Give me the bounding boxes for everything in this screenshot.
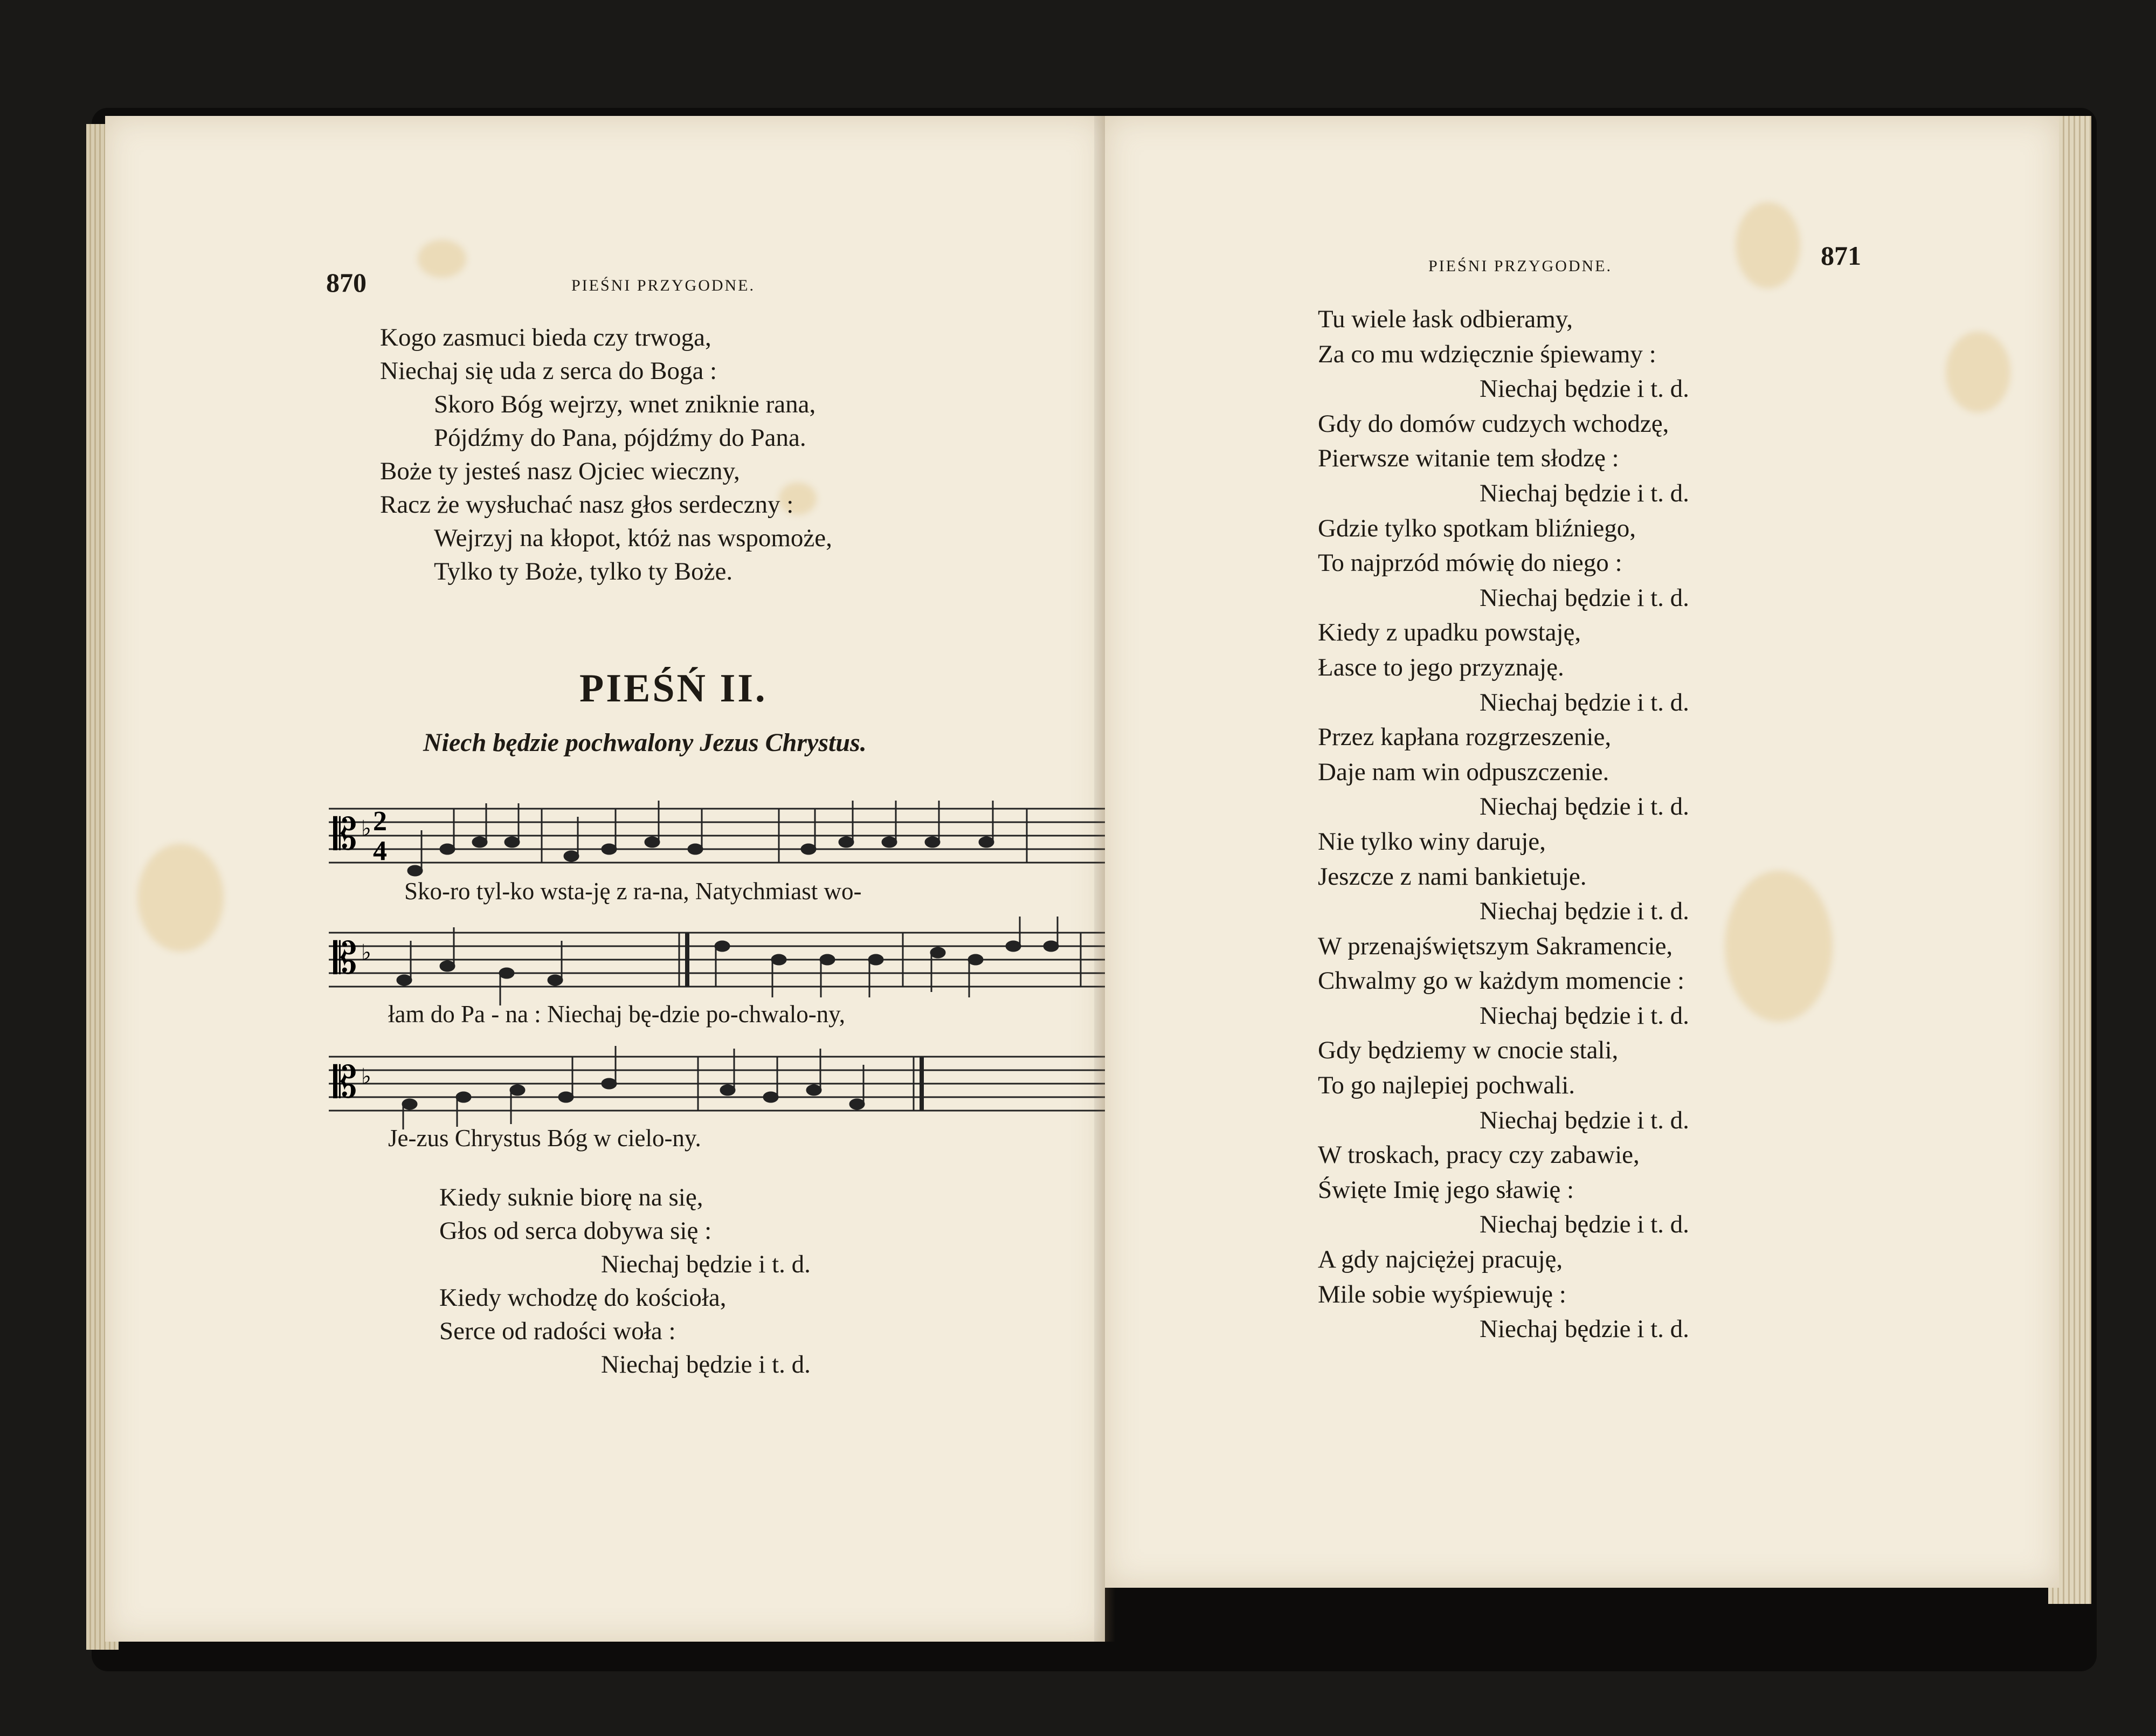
running-header: PIEŚNI PRZYGODNE. [571, 277, 756, 294]
verse-refrain: Niechaj będzie i t. d. [1480, 1106, 1689, 1134]
verse-line: W troskach, pracy czy zabawie, [1318, 1141, 1640, 1169]
right-page [1105, 116, 2059, 1588]
verse-refrain: Niechaj będzie i t. d. [1480, 583, 1689, 612]
paper-stain [137, 844, 224, 952]
verse-line: Tu wiele łask odbieramy, [1318, 305, 1573, 333]
verse-line: To go najlepiej pochwali. [1318, 1071, 1575, 1100]
verse-line: Kiedy suknie biorę na się, [439, 1183, 703, 1211]
music-staff-3 [329, 1041, 1127, 1132]
music-lyrics: łam do Pa - na : Niechaj bę-dzie po-chwalo-ny, [388, 1001, 846, 1028]
verse-line: Nie tylko winy daruje, [1318, 827, 1546, 856]
page-number: 871 [1821, 240, 1861, 271]
verse-line: Kiedy z upadku powstaję, [1318, 618, 1581, 647]
verse-refrain: Niechaj będzie i t. d. [1480, 1315, 1689, 1344]
music-staff-1 [329, 793, 1127, 884]
verse-line: Daje nam win odpuszczenie. [1318, 757, 1609, 786]
paper-stain [1736, 202, 1800, 288]
paper-stain [1725, 871, 1833, 1022]
svg-text:𝄡: 𝄡 [333, 1057, 357, 1107]
verse-line: A gdy najciężej pracuję, [1318, 1245, 1563, 1274]
verse-block [1318, 302, 1689, 1347]
verse-line: Gdzie tylko spotkam bliźniego, [1318, 514, 1636, 542]
clef-symbol: 𝄡 [333, 809, 357, 859]
verse-line: Za co mu wdzięcznie śpiewamy : [1318, 340, 1656, 368]
verse-line: To najprzód mówię do niego : [1318, 549, 1622, 577]
verse-line: Serce od radości woła : [439, 1317, 676, 1345]
verse-refrain: Niechaj będzie i t. d. [1480, 793, 1689, 821]
svg-text:♭: ♭ [361, 1064, 371, 1089]
verse-line: Gdy do domów cudzych wchodzę, [1318, 409, 1669, 438]
svg-text:♭: ♭ [361, 940, 371, 965]
verse-refrain: Niechaj będzie i t. d. [1480, 688, 1689, 717]
verse-refrain: Niechaj będzie i t. d. [601, 1351, 811, 1379]
verse-line: Przez kapłana rozgrzeszenie, [1318, 723, 1612, 752]
music-staff-2 [329, 917, 1127, 1008]
verse-line: Pójdźmy do Pana, pójdźmy do Pana. [434, 424, 806, 452]
song-title: PIEŚŃ II. [579, 666, 768, 711]
song-subtitle: Niech będzie pochwalony Jezus Chrystus. [423, 728, 867, 757]
verse-line: Święte Imię jego sławię : [1318, 1175, 1574, 1204]
verse-line: Chwalmy go w każdym momencie : [1318, 967, 1685, 995]
verse-line: Niechaj się uda z serca do Boga : [380, 357, 717, 385]
time-signature: 2 [373, 806, 387, 837]
running-header: PIEŚNI PRZYGODNE. [1428, 257, 1613, 275]
verse-line: Skoro Bóg wejrzy, wnet zniknie rana, [434, 390, 816, 418]
verse-line: Pierwsze witanie tem słodzę : [1318, 444, 1619, 473]
verse-refrain: Niechaj będzie i t. d. [1480, 1001, 1689, 1030]
verse-block-2 [439, 1181, 811, 1381]
verse-refrain: Niechaj będzie i t. d. [1480, 1210, 1689, 1239]
page-number: 870 [326, 267, 367, 298]
left-page [105, 116, 1105, 1642]
verse-line: Tylko ty Boże, tylko ty Boże. [434, 557, 733, 585]
music-lyrics: Je-zus Chrystus Bóg w cielo-ny. [388, 1125, 701, 1152]
verse-line: Boże ty jesteś nasz Ojciec wieczny, [380, 457, 740, 485]
verse-line: Kogo zasmuci bieda czy trwoga, [380, 323, 711, 352]
verse-line: Kiedy wchodzę do kościoła, [439, 1284, 727, 1312]
verse-line: Łasce to jego przyznaję. [1318, 653, 1564, 681]
verse-line: Mile sobie wyśpiewuję : [1318, 1280, 1566, 1308]
verse-line: Wejrzyj na kłopot, któż nas wspomoże, [434, 524, 832, 552]
music-lyrics: Sko-ro tyl-ko wsta-ję z ra-na, Natychmiast wo- [404, 878, 862, 905]
verse-refrain: Niechaj będzie i t. d. [1480, 479, 1689, 507]
paper-stain [418, 240, 466, 278]
verse-block [380, 321, 832, 588]
verse-refrain: Niechaj będzie i t. d. [601, 1250, 811, 1278]
verse-line: Racz że wysłuchać nasz głos serdeczny : [380, 491, 794, 519]
verse-refrain: Niechaj będzie i t. d. [1480, 375, 1689, 403]
verse-line: Jeszcze z nami bankietuje. [1318, 862, 1587, 891]
svg-text:♭: ♭ [361, 816, 371, 841]
verse-line: W przenajświętszym Sakramencie, [1318, 932, 1673, 960]
verse-line: Głos od serca dobywa się : [439, 1217, 712, 1245]
svg-text:𝄡: 𝄡 [333, 933, 357, 983]
svg-text:4: 4 [373, 836, 387, 866]
verse-refrain: Niechaj będzie i t. d. [1480, 897, 1689, 926]
paper-stain [1946, 332, 2010, 412]
verse-line: Gdy będziemy w cnocie stali, [1318, 1036, 1619, 1065]
